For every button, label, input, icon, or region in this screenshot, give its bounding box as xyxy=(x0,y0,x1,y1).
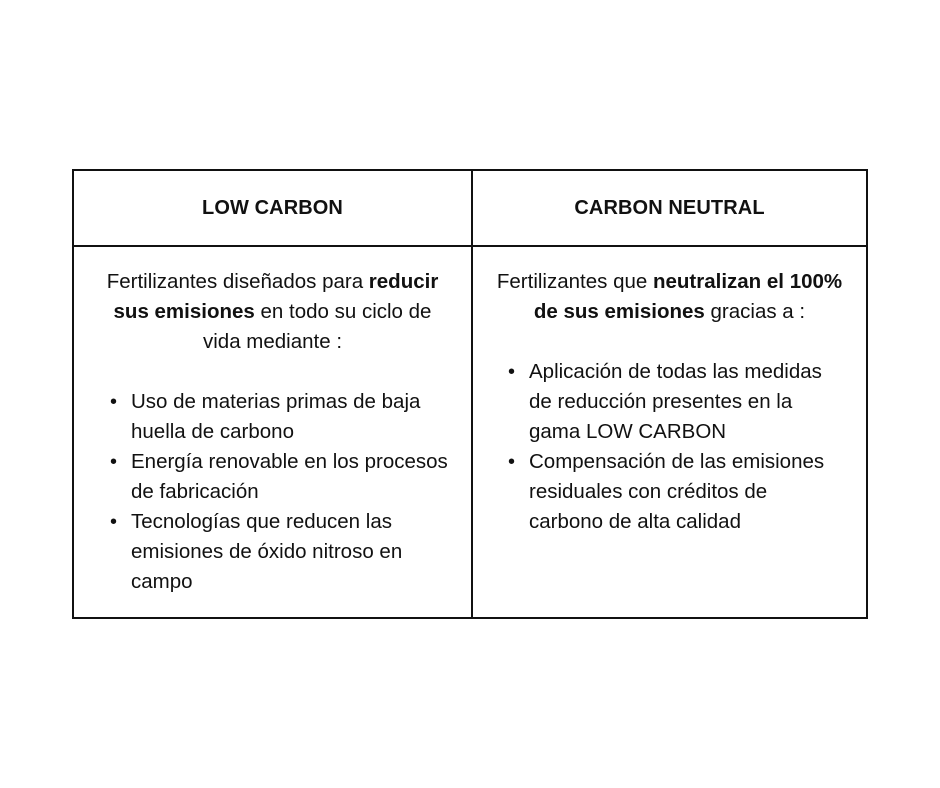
low-carbon-intro-post: en todo su ciclo de vida mediante : xyxy=(202,300,432,353)
list-item xyxy=(110,447,459,507)
list-item-text: Aplicación de todas las medidas de reducción presentes en la gama LOW CARBON xyxy=(529,360,822,443)
carbon-neutral-intro-pre: Fertilizantes que xyxy=(496,270,653,293)
carbon-neutral-list xyxy=(473,357,866,537)
comparison-table xyxy=(72,169,868,619)
low-carbon-list xyxy=(74,387,471,597)
carbon-neutral-heading: CARBON NEUTRAL xyxy=(574,196,765,219)
bullet-icon: • xyxy=(110,451,118,473)
bullet-icon: • xyxy=(110,391,118,413)
carbon-neutral-intro-post: gracias a : xyxy=(704,300,806,323)
low-carbon-heading: LOW CARBON xyxy=(202,196,343,219)
low-carbon-intro-bold: reducir sus emisiones xyxy=(113,270,439,323)
carbon-neutral-header-cell xyxy=(473,171,866,247)
low-carbon-header-cell xyxy=(74,171,473,247)
bullet-icon: • xyxy=(508,451,516,473)
low-carbon-intro xyxy=(74,267,471,357)
low-carbon-intro-pre: Fertilizantes diseñados para xyxy=(106,270,369,293)
carbon-neutral-intro-bold: neutralizan el 100% de sus emisiones xyxy=(533,270,843,323)
list-item-text: Energía renovable en los procesos de fabricación xyxy=(131,450,448,503)
low-carbon-body-cell xyxy=(74,247,473,617)
list-item-text: Tecnologías que reducen las emisiones de óxido nitroso en campo xyxy=(131,510,403,593)
list-item-text: Compensación de las emisiones residuales con créditos de carbono de alta calidad xyxy=(529,450,825,533)
bullet-icon: • xyxy=(508,361,516,383)
list-item xyxy=(508,357,838,447)
bullet-icon: • xyxy=(110,511,118,533)
list-item-text: Uso de materias primas de baja huella de carbono xyxy=(131,390,421,443)
list-item xyxy=(508,447,838,537)
list-item xyxy=(110,387,459,447)
carbon-neutral-body-cell xyxy=(473,247,866,617)
carbon-neutral-intro xyxy=(473,267,866,327)
list-item xyxy=(110,507,459,597)
